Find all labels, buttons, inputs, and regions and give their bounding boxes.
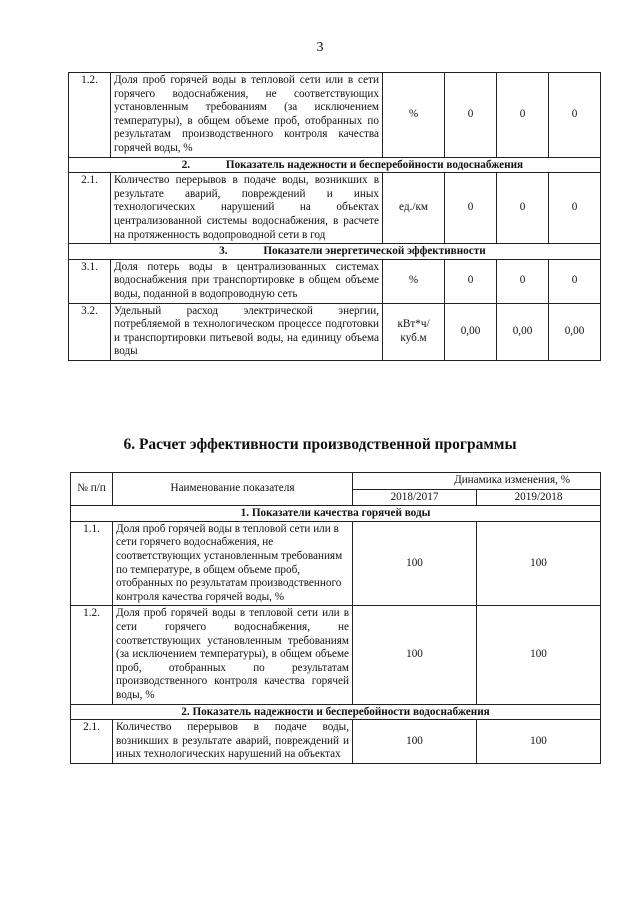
value-cell: 0,00	[497, 303, 549, 360]
column-header-name: Наименование показателя	[113, 473, 353, 506]
table-row	[71, 720, 601, 764]
row-number: 3.1.	[69, 259, 111, 303]
page-number: 3	[316, 40, 324, 55]
section-header: 1. Показатели качества горячей воды	[71, 506, 601, 522]
table-row	[69, 303, 601, 360]
efficiency-table	[70, 472, 601, 764]
value-cell: 0	[445, 259, 497, 303]
value-cell: 0	[549, 73, 601, 158]
section-header	[69, 157, 601, 173]
table-row	[71, 521, 601, 606]
value-cell: 0	[445, 173, 497, 244]
column-header-period: 2018/2017	[353, 489, 477, 506]
value-cell: 0	[549, 173, 601, 244]
value-cell: 0,00	[445, 303, 497, 360]
value-cell: 0	[497, 173, 549, 244]
indicator-description: Удельный расход электрической энергии, потребляемой в технологическом процессе подготовки и транспортировки питьевой воды, на единицу объема воды	[111, 303, 383, 360]
table-row	[71, 606, 601, 704]
indicator-description: Количество перерывов в подаче воды, возникших в результате аварий, повреждений и иных технологических нарушений на объектах централизованной системы водоснабжения, в расчете на протяженность водопроводной сети в год	[111, 173, 383, 244]
row-number: 2.1.	[71, 720, 113, 764]
value-cell: 0	[549, 259, 601, 303]
header-row	[71, 473, 601, 490]
table-row	[69, 73, 601, 158]
column-header-number: № п/п	[71, 473, 113, 506]
value-cell: 100	[477, 606, 601, 704]
row-number: 1.2.	[69, 73, 111, 158]
section-number: 2.	[181, 158, 191, 171]
value-cell: 0	[445, 73, 497, 158]
unit-cell: %	[383, 73, 445, 158]
indicator-description: Доля проб горячей воды в тепловой сети или в сети горячего водоснабжения, не соответствующих установленным требованиям по температуре, в общем объеме проб, отобранных по результатам производственного контроля качества горячей воды, %	[113, 521, 353, 606]
indicator-description: Количество перерывов в подаче воды, возникших в результате аварий, повреждений и иных технологических нарушений на объектах	[113, 720, 353, 764]
table-row	[69, 173, 601, 244]
value-cell: 100	[353, 606, 477, 704]
value-cell: 100	[477, 720, 601, 764]
row-number: 1.2.	[71, 606, 113, 704]
indicator-description: Доля проб горячей воды в тепловой сети или в сети горячего водоснабжения, не соответствующих установленным требованиям (за исключением температуры), в общем объеме проб, отобранных по результатам производственного контроля качества горячей воды, %	[113, 606, 353, 704]
section-heading: 6. Расчет эффективности производственной программы	[123, 436, 517, 453]
unit-cell: кВт*ч/ куб.м	[383, 303, 445, 360]
section-title: Показатель надежности и бесперебойности водоснабжения	[225, 158, 524, 171]
value-cell: 0,00	[549, 303, 601, 360]
value-cell: 100	[353, 521, 477, 606]
row-number: 3.2.	[69, 303, 111, 360]
value-cell: 100	[353, 720, 477, 764]
column-header-period: 2019/2018	[477, 489, 601, 506]
section-row	[69, 157, 601, 173]
row-number: 1.1.	[71, 521, 113, 606]
section-header: 2. Показатель надежности и бесперебойности водоснабжения	[71, 704, 601, 720]
section-header	[69, 244, 601, 260]
section-row	[71, 506, 601, 522]
section-row	[71, 704, 601, 720]
unit-cell: %	[383, 259, 445, 303]
value-cell: 0	[497, 73, 549, 158]
value-cell: 100	[477, 521, 601, 606]
section-row	[69, 244, 601, 260]
row-number: 2.1.	[69, 173, 111, 244]
indicator-description: Доля потерь воды в централизованных системах водоснабжения при транспортировке в общем объеме воды, поданной в водопроводную сеть	[111, 259, 383, 303]
indicators-table	[68, 72, 601, 361]
indicator-description: Доля проб горячей воды в тепловой сети или в сети горячего водоснабжения, не соответствующих установленным требованиям (за исключением температуры), в общем объеме проб, отобранных по результатам производственного контроля качества горячей воды, %	[111, 73, 383, 158]
section-number: 3.	[219, 245, 228, 258]
value-cell: 0	[497, 259, 549, 303]
column-header-dynamics: Динамика изменения, %	[353, 473, 601, 490]
section-title: Показатели энергетической эффективности	[263, 245, 486, 258]
unit-cell: ед./км	[383, 173, 445, 244]
table-row	[69, 259, 601, 303]
